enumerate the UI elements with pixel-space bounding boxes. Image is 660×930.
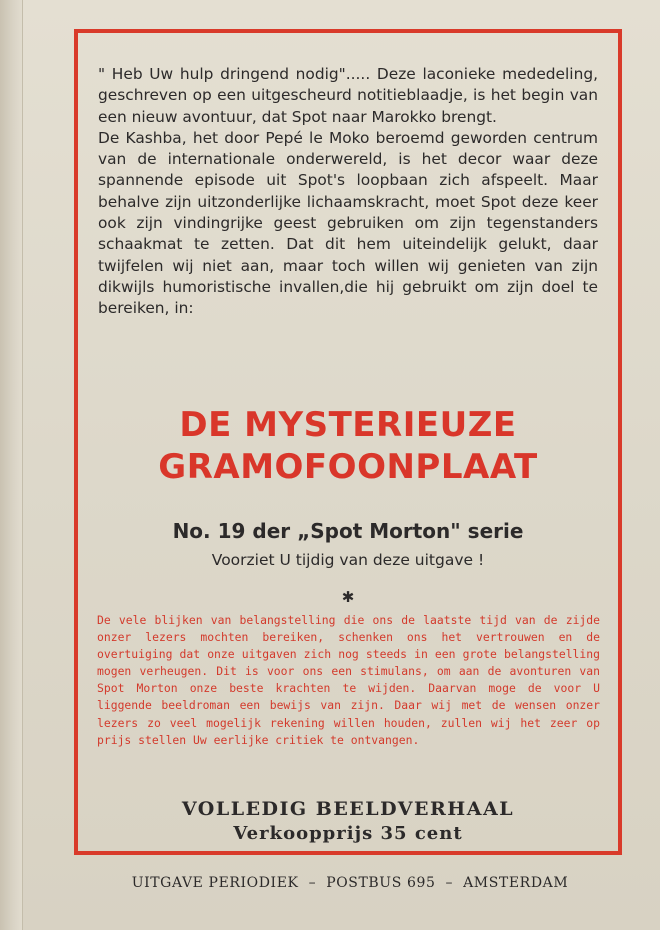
publisher-name: UITGAVE PERIODIEK	[131, 875, 299, 891]
publisher-postbox: POSTBUS 695	[326, 875, 436, 891]
intro-paragraph-2: De Kashba, het door Pepé le Moko beroemd geworden centrum van de internationale onderwereld, is het decor waar deze spannende episode uit Spot's loopbaan zich afspeelt. Maar behalve zijn uitzonderlijke lichaamskracht, moet Spot deze keer ook zijn vindingrijke geest gebruiken om zijn tegenstanders schaakmat te zetten. Dat dit hem uiteindelijk gelukt, daar twijfelen wij niet aan, maar toch willen wij genieten van zijn dikwijls humoristische invallen,die hij gebruikt om zijn doel te bereiken, in:	[98, 128, 598, 318]
series-reminder: Voorziet U tijdig van deze uitgave !	[211, 551, 485, 569]
separator-dash: –	[445, 875, 454, 891]
intro-text	[98, 64, 598, 320]
complete-story-label: VOLLEDIG BEELDVERHAAL	[181, 798, 515, 820]
separator-dash: –	[308, 875, 317, 891]
series-number: No. 19 der „Spot Morton" serie	[172, 519, 524, 543]
publisher-city: AMSTERDAM	[463, 875, 569, 891]
intro-paragraph-1: " Heb Uw hulp dringend nodig"..... Deze laconieke mededeling, geschreven op een uitgescheurd notitieblaadje, is het begin van een nieuw avontuur, dat Spot naar Marokko brengt.	[98, 65, 598, 126]
publisher-notice	[97, 612, 600, 749]
book-title-line-1: DE MYSTERIEUZE	[179, 405, 517, 445]
notice-text: De vele blijken van belangstelling die ons de laatste tijd van de zijde onzer lezers mochten bereiken, schenken ons het vertrouwen en de overtuiging dat onze uitgaven zich nog steeds in een grote belangstelling mogen verheugen. Dit is voor ons een stimulans, om aan de avonturen van Spot Morton onze beste krachten te wijden. Daarvan moge de voor U liggende beeldroman een bewijs van zijn. Daar wij met de wensen onzer lezers zo veel mogelijk rekening willen houden, zullen wij het zeer op prijs stellen Uw eerlijke critiek te ontvangen.	[97, 613, 600, 747]
book-spine-edge	[0, 0, 23, 930]
publisher-line	[60, 873, 640, 893]
book-title-line-2: GRAMOFOONPLAAT	[158, 447, 538, 487]
price-label: Verkoopprijs 35 cent	[233, 823, 463, 844]
star-icon: ✱	[341, 588, 355, 606]
